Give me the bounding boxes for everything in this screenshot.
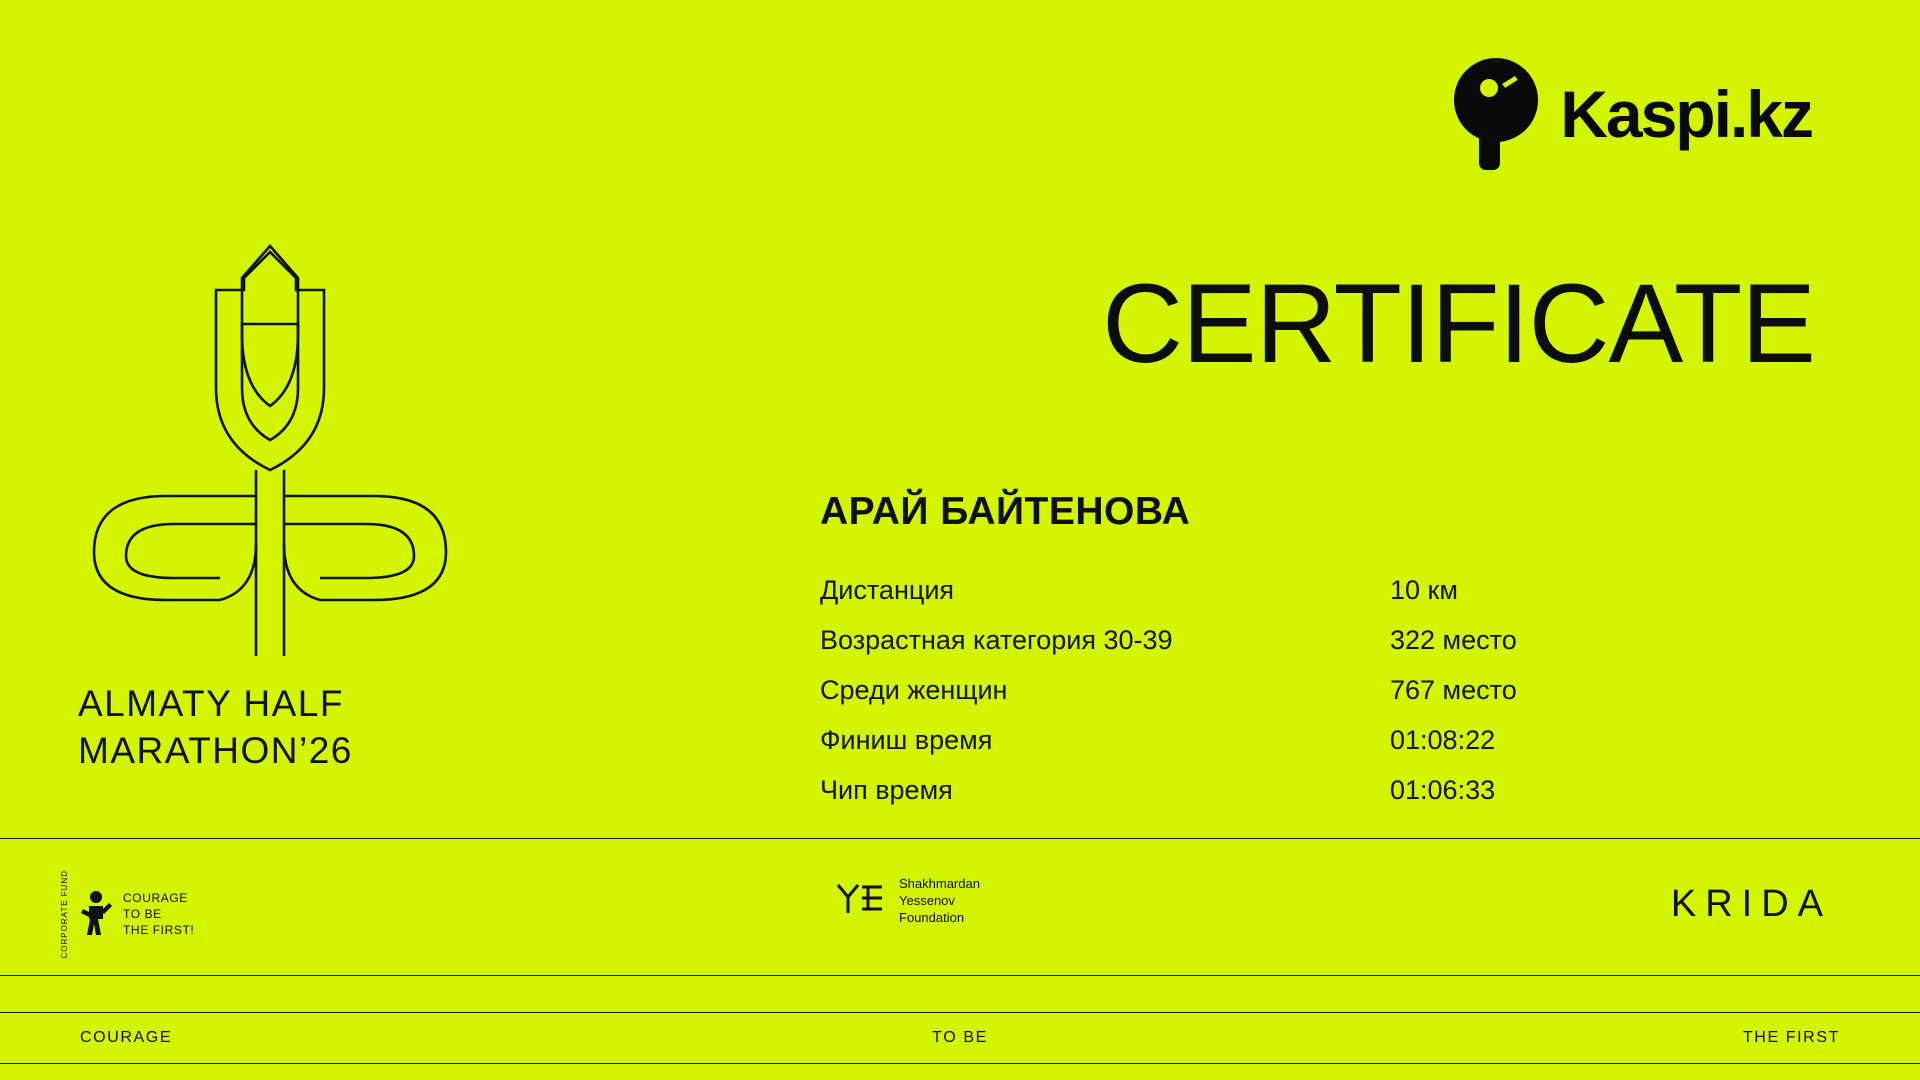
result-label: Возрастная категория 30-39 xyxy=(820,625,1173,655)
footer-slogan xyxy=(0,1012,1920,1063)
table-row xyxy=(820,625,1700,675)
result-value: 322 место xyxy=(1390,625,1517,655)
result-value: 10 км xyxy=(1390,575,1458,605)
results-table xyxy=(820,575,1700,825)
partner-logos-strip xyxy=(0,838,1920,975)
courage-vertical-label: CORPORATE FUND xyxy=(60,870,69,959)
yessenov-line-2: Yessenov xyxy=(899,892,955,908)
partner-krida xyxy=(1671,883,1832,926)
event-title: ALMATY HALF MARATHON’26 xyxy=(78,683,353,772)
result-value: 01:08:22 xyxy=(1390,725,1496,755)
result-label: Дистанция xyxy=(820,575,955,605)
courage-runner-icon xyxy=(79,889,113,940)
divider xyxy=(0,975,1920,976)
result-value: 767 место xyxy=(1390,675,1517,705)
page-title: CERTIFICATE xyxy=(1102,261,1815,386)
yessenov-line-1: Shakhmardan xyxy=(899,876,980,891)
yessenov-name xyxy=(899,876,980,927)
divider xyxy=(0,1063,1920,1064)
krida-wordmark: KRIDA xyxy=(1670,883,1832,925)
courage-slogan xyxy=(123,890,194,939)
result-label: Среди женщин xyxy=(820,675,1008,705)
footer-center: TO BE xyxy=(932,1028,988,1046)
partner-yessenov-foundation xyxy=(835,876,980,927)
footer-right: THE FIRST xyxy=(1742,1028,1840,1046)
table-row xyxy=(820,675,1700,725)
yessenov-foundation-icon xyxy=(835,881,887,922)
table-row xyxy=(820,575,1700,625)
kaspi-person-circle-icon xyxy=(1450,58,1542,170)
courage-line-1: COURAGE xyxy=(123,890,188,905)
table-row xyxy=(820,725,1700,775)
result-label: Финиш время xyxy=(820,725,993,755)
courage-line-3: THE FIRST! xyxy=(123,923,195,938)
partner-courage-fund xyxy=(60,870,194,959)
kaspi-wordmark: Kaspi.kz xyxy=(1560,77,1812,151)
yessenov-line-3: Foundation xyxy=(899,909,965,925)
footer-left: COURAGE xyxy=(80,1028,173,1046)
courage-line-2: TO BE xyxy=(123,907,162,922)
almaty-tulip-emblem-icon xyxy=(70,238,470,658)
table-row xyxy=(820,775,1700,825)
athlete-name: АРАЙ БАЙТЕНОВА xyxy=(820,490,1191,533)
result-label: Чип время xyxy=(820,775,953,805)
result-value: 01:06:33 xyxy=(1390,775,1496,805)
kaspi-logo xyxy=(1450,58,1812,170)
